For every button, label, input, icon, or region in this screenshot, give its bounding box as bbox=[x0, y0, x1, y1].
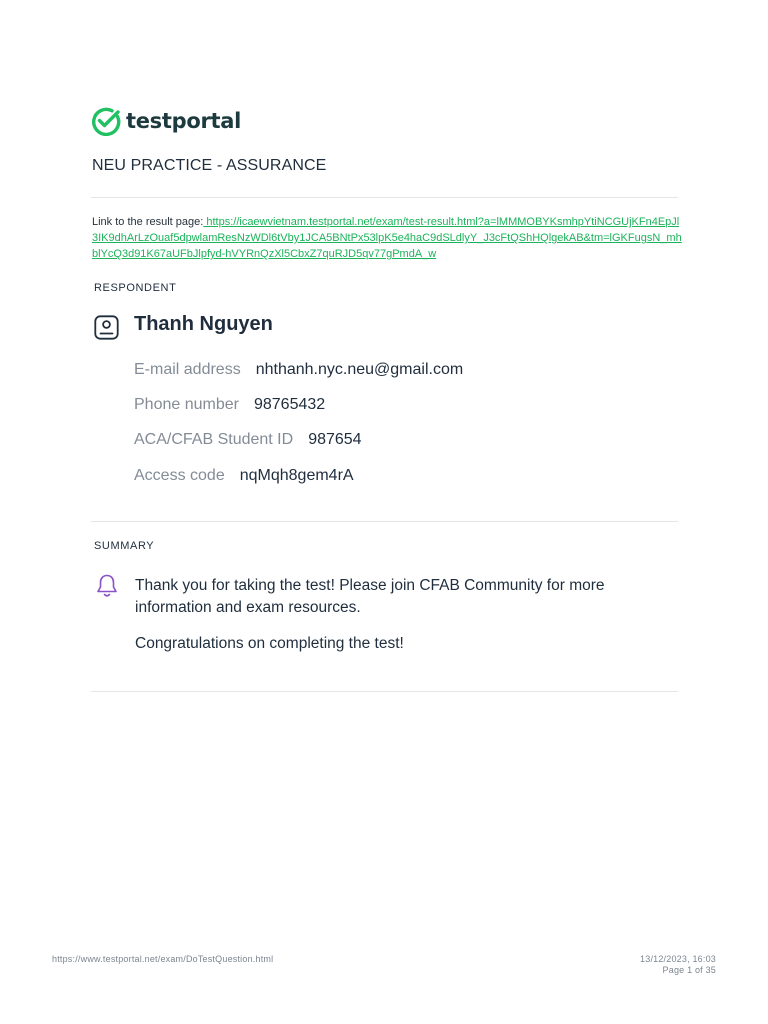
result-link-label: Link to the result page: bbox=[92, 216, 204, 228]
divider bbox=[91, 197, 678, 198]
summary-congrats: Congratulations on completing the test! bbox=[135, 635, 404, 652]
summary-text bbox=[135, 575, 655, 655]
testportal-logo bbox=[91, 106, 241, 136]
divider bbox=[91, 521, 678, 522]
field-label: Phone number bbox=[134, 396, 239, 413]
field-phone bbox=[134, 396, 325, 414]
field-student-id bbox=[134, 431, 362, 449]
field-value: 98765432 bbox=[253, 396, 326, 413]
result-link-block bbox=[92, 214, 682, 262]
field-email bbox=[134, 361, 463, 379]
footer-meta bbox=[640, 954, 716, 976]
footer-page-number: Page 1 of 35 bbox=[662, 965, 716, 975]
test-title: NEU PRACTICE - ASSURANCE bbox=[92, 157, 327, 174]
field-value: nhthanh.nyc.neu@gmail.com bbox=[255, 361, 464, 378]
person-badge-icon bbox=[94, 315, 119, 340]
field-label: ACA/CFAB Student ID bbox=[134, 431, 294, 448]
respondent-section-label: RESPONDENT bbox=[94, 282, 177, 294]
check-circle-icon bbox=[91, 106, 121, 136]
footer-datetime: 13/12/2023, 16:03 bbox=[640, 954, 716, 964]
field-value: nqMqh8gem4rA bbox=[239, 467, 354, 484]
summary-section-label: SUMMARY bbox=[94, 540, 155, 552]
footer-url: https://www.testportal.net/exam/DoTestQuestion.html bbox=[52, 954, 274, 964]
field-access-code bbox=[134, 467, 354, 485]
field-label: E-mail address bbox=[134, 361, 241, 378]
logo-wordmark: testportal bbox=[126, 109, 242, 133]
field-label: Access code bbox=[134, 467, 225, 484]
divider bbox=[91, 691, 678, 692]
result-link-url[interactable]: https://icaewvietnam.testportal.net/exam/test-result.html?a=lMMMOBYKsmhpYtiNCGUjKFn4EpJl3IK9dhArLzOuaf5dpwlamResNzWDl6tVby1JCA5BNtPx53lpK5e4haC9dSLdlyY_J3cFtQShHQlgekAB&tm=lGKFugsN_mhblYcQ3d91K67aUFbJlpfyd-hVYRnQzXl5CbxZ7quRJD5qv77gPmdA_w bbox=[92, 216, 682, 260]
bell-icon bbox=[95, 573, 119, 599]
field-value: 987654 bbox=[308, 431, 362, 448]
summary-message: Thank you for taking the test! Please join CFAB Community for more information and exam resources. bbox=[135, 577, 605, 616]
respondent-name: Thanh Nguyen bbox=[134, 313, 273, 335]
